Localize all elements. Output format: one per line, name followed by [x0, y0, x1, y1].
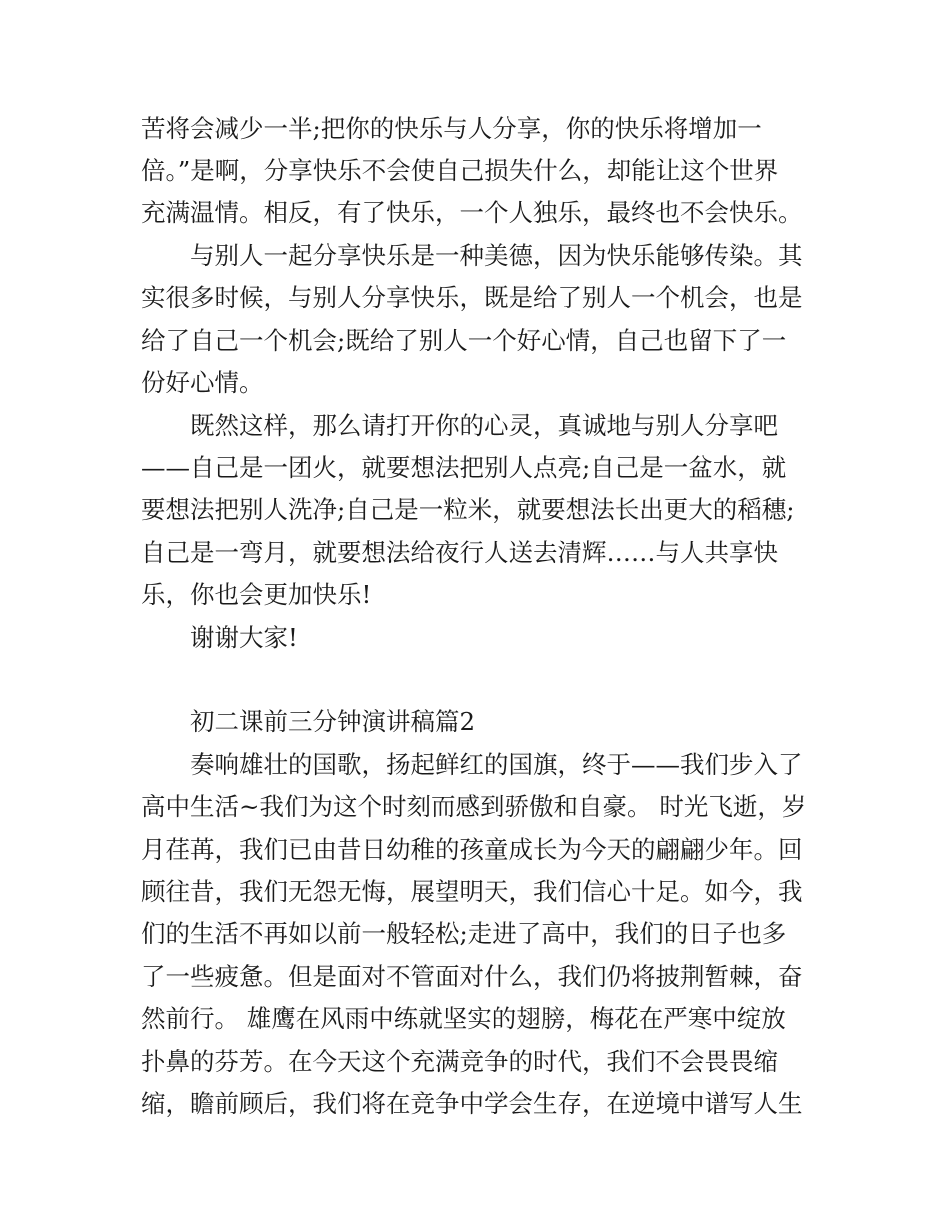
text-line: 们的生活不再如以前一般轻松;走进了高中，我们的日子也多 — [141, 919, 787, 948]
text-line: 了一些疲惫。但是面对不管面对什么，我们仍将披荆暂棘，奋 — [141, 962, 803, 991]
text-line: 扑鼻的芬芳。在今天这个充满竞争的时代，我们不会畏畏缩 — [141, 1047, 778, 1076]
text-line: 充满温情。相反，有了快乐，一个人独乐，最终也不会快乐。 — [141, 198, 803, 227]
text-line: 自己是一弯月，就要想法给夜行人送去清辉……与人共享快 — [141, 538, 778, 567]
text-line: ——自己是一团火，就要想法把别人点亮;自己是一盆水，就 — [141, 453, 787, 482]
text-line: 缩，瞻前顾后，我们将在竞争中学会生存，在逆境中谱写人生 — [141, 1089, 803, 1118]
text-line: 实很多时候，与别人分享快乐，既是给了别人一个机会，也是 — [141, 283, 803, 312]
text-line: 顾往昔，我们无怨无悔，展望明天，我们信心十足。如今，我 — [141, 877, 803, 906]
text-line: 份好心情。 — [141, 368, 264, 397]
text-line: 给了自己一个机会;既给了别人一个好心情，自己也留下了一 — [141, 326, 787, 355]
paragraph-first-line: 奏响雄壮的国歌，扬起鲜红的国旗，终于——我们步入了 — [190, 750, 803, 779]
closing-line: 谢谢大家! — [190, 623, 298, 652]
text-line: 月荏苒，我们已由昔日幼稚的孩童成长为今天的翩翩少年。回 — [141, 835, 803, 864]
text-line: 倍。”是啊，分享快乐不会使自己损失什么，却能让这个世界 — [141, 156, 779, 185]
text-line: 然前行。 雄鹰在风雨中练就坚实的翅膀，梅花在严寒中绽放 — [141, 1004, 786, 1033]
text-line: 高中生活~我们为这个时刻而感到骄傲和自豪。 时光飞逝，岁 — [141, 792, 807, 821]
text-line: 乐，你也会更加快乐! — [141, 580, 372, 609]
text-line: 要想法把别人洗净;自己是一粒米，就要想法长出更大的稻穗; — [141, 495, 795, 524]
section-heading: 初二课前三分钟演讲稿篇2 — [190, 707, 476, 736]
paragraph-first-line: 既然这样，那么请打开你的心灵，真诚地与别人分享吧 — [190, 411, 778, 440]
text-line: 苦将会减少一半;把你的快乐与人分享，你的快乐将增加一 — [141, 114, 762, 143]
paragraph-first-line: 与别人一起分享快乐是一种美德，因为快乐能够传染。其 — [190, 241, 803, 270]
